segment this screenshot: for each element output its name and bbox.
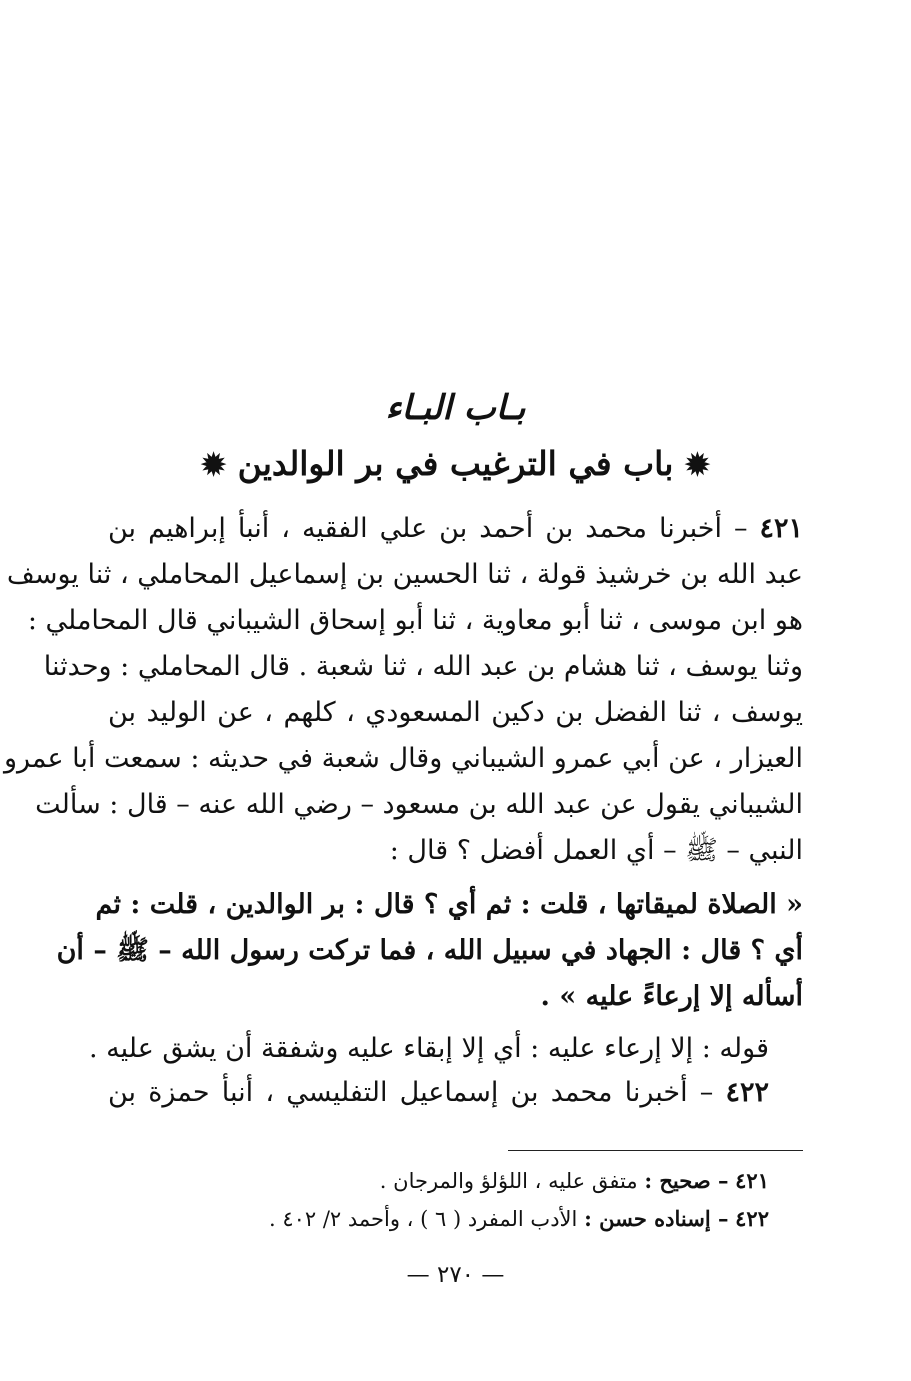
footnotes — [108, 1162, 803, 1238]
text-line: الشيباني يقول عن عبد الله بن مسعود – رضي الله عنه – قال : سألت — [35, 789, 803, 820]
star-ornament-icon: ✹ — [684, 448, 711, 483]
footnote-number: ٤٢١ — [735, 1168, 769, 1193]
footnote-label: – صحيح : — [644, 1168, 729, 1193]
explanation-line: قوله : إلا إرعاء عليه : أي إلا إبقاء عليه وشفقة أن يشق عليه . — [88, 1033, 769, 1064]
text-line: عبد الله بن خرشيذ قولة ، ثنا الحسين بن إسماعيل المحاملي ، ثنا يوسف — [6, 559, 803, 590]
text-line: يوسف ، ثنا الفضل بن دكين المسعودي ، كلهم ، عن الوليد بن — [108, 697, 803, 728]
text-line: ٤٢١ – أخبرنا محمد بن أحمد بن علي الفقيه ، أنبأ إبراهيم بن — [108, 513, 803, 544]
text-line: هو ابن موسى ، ثنا أبو معاوية ، ثنا أبو إسحاق الشيباني قال المحاملي : — [27, 605, 803, 636]
hadith-text-line: « الصلاة لميقاتها ، قلت : ثم أي ؟ قال : بر الوالدين ، قلت : ثم — [95, 889, 803, 920]
chapter-heading — [0, 444, 911, 483]
book-section-title: بـاب البـاء — [385, 388, 526, 428]
footnote-divider — [508, 1150, 803, 1151]
footnote — [108, 1200, 803, 1238]
hadith-422 — [108, 1070, 803, 1116]
footnote-number: ٤٢٢ — [735, 1206, 769, 1231]
footnote-text: متفق عليه ، اللؤلؤ والمرجان . — [379, 1169, 638, 1193]
footnote-label: – إسناده حسن : — [584, 1206, 729, 1231]
hadith-text-line: أسأله إلا إرعاءً عليه » . — [540, 981, 803, 1012]
hadith-421 — [3, 506, 803, 1072]
page-number: — ٢٧٠ — — [406, 1262, 505, 1288]
text-line: العيزار ، عن أبي عمرو الشيباني وقال شعبة في حديثه : سمعت أبا عمرو — [3, 743, 803, 774]
hadith-number: ٤٢٢ — [725, 1077, 769, 1108]
hadith-number: ٤٢١ — [759, 513, 803, 544]
text-line: ٤٢٢ – أخبرنا محمد بن إسماعيل التفليسي ، أنبأ حمزة بن — [108, 1077, 769, 1108]
footnote-text: الأدب المفرد ( ٦ ) ، وأحمد ٢/ ٤٠٢ . — [268, 1207, 578, 1231]
star-ornament-icon: ✹ — [200, 448, 227, 483]
chapter-title: باب في الترغيب في بر الوالدين — [237, 444, 674, 483]
text-line: النبي – ﷺ – أي العمل أفضل ؟ قال : — [389, 835, 803, 866]
text-line: وثنا يوسف ، ثنا هشام بن عبد الله ، ثنا شعبة . قال المحاملي : وحدثنا — [43, 651, 803, 682]
footnote — [108, 1162, 803, 1200]
hadith-text-line: أي ؟ قال : الجهاد في سبيل الله ، فما تركت رسول الله – ﷺ – أن — [56, 935, 803, 966]
